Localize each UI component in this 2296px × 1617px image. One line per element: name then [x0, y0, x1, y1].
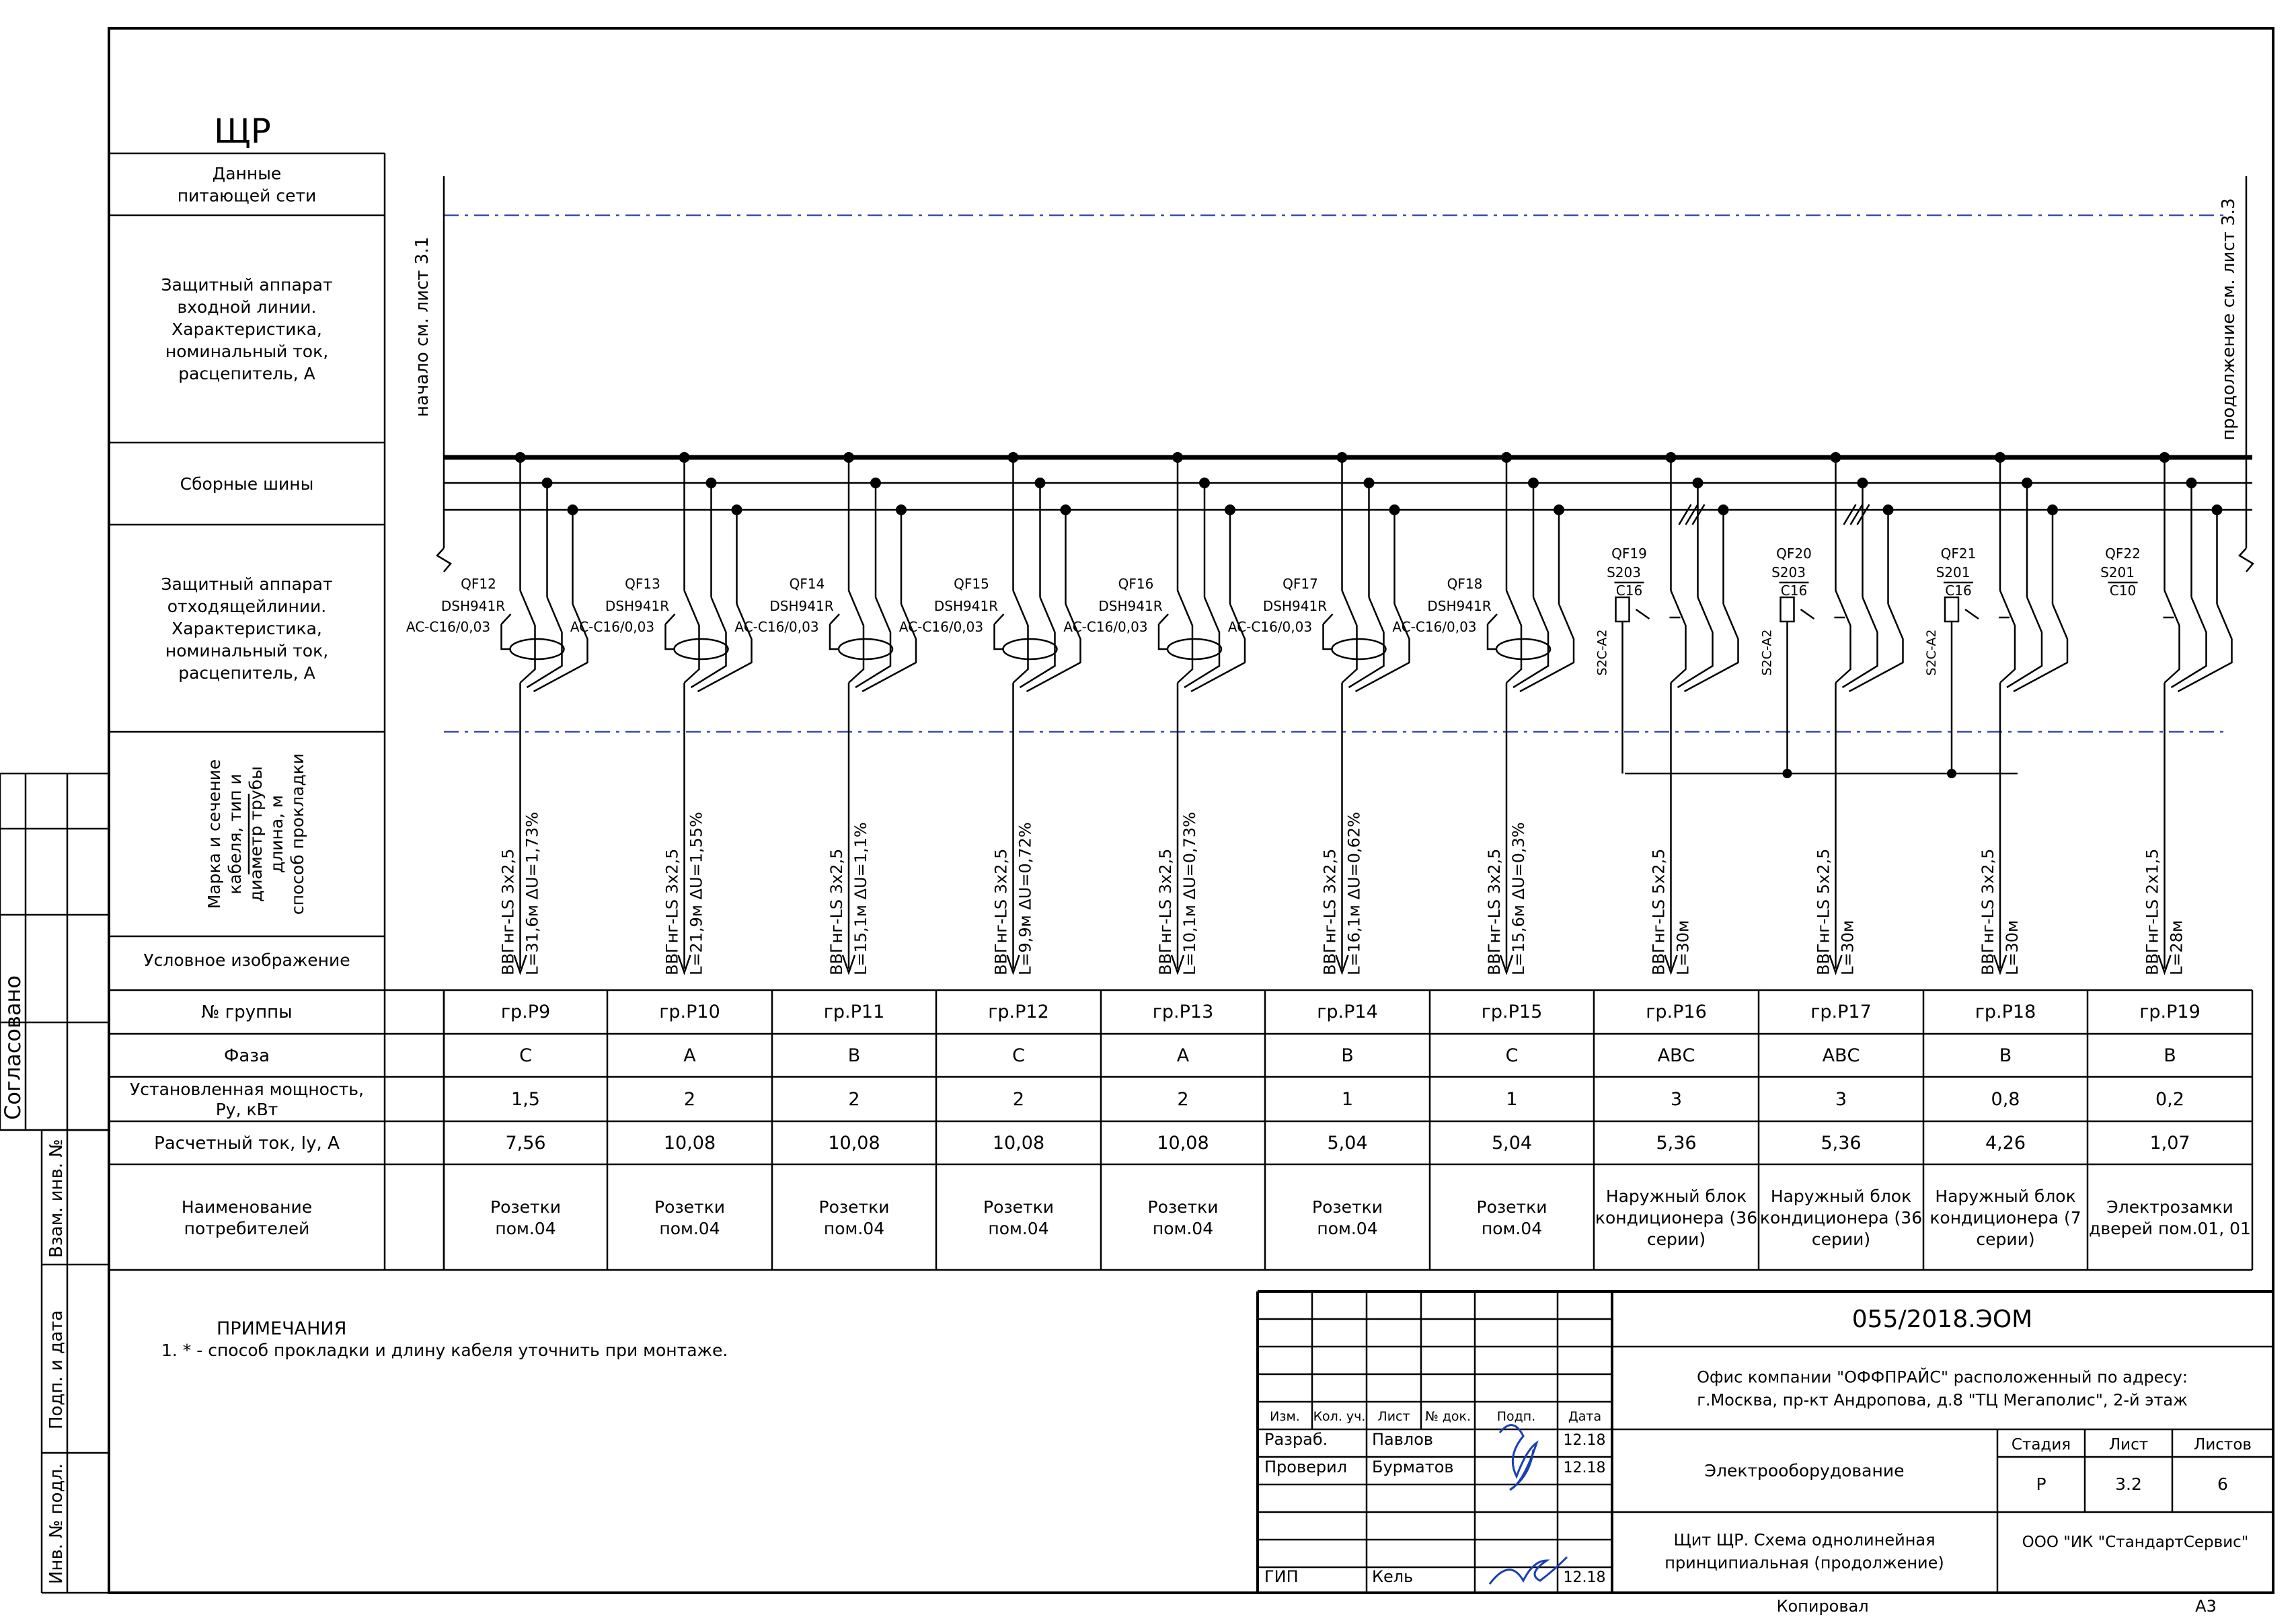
pole-hatch	[1686, 504, 1698, 525]
tb-company: ООО "ИК "СтандартСервис"	[2022, 1534, 2249, 1551]
consumer-name: серии)	[1976, 1229, 2035, 1249]
breaker-rating: C16	[1615, 582, 1643, 599]
feeder-QF12	[406, 452, 588, 975]
tb-col-header: Подп.	[1496, 1409, 1536, 1424]
tb-name: Кель	[1372, 1567, 1414, 1586]
tb-date: 12.18	[1563, 1569, 1606, 1586]
power-value: 1,5	[511, 1089, 540, 1110]
cable-length: L=30м	[1673, 919, 1693, 975]
breaker-id: QF14	[789, 576, 825, 592]
consumer-name: пом.04	[1481, 1218, 1543, 1238]
header-input-breaker: Характеристика,	[171, 319, 322, 339]
continuation-start: начало см. лист 3.1	[412, 236, 432, 417]
consumer-name: пом.04	[1317, 1218, 1378, 1238]
header-outgoing-breaker: Защитный аппарат	[161, 574, 333, 594]
rcd-toroid	[1496, 639, 1550, 659]
group-number-гр.Р16: гр.Р16	[1646, 1002, 1707, 1022]
aux-contact-label: S2C-A2	[1924, 629, 1939, 676]
breaker-rating: C16	[1780, 582, 1808, 599]
consumer-name: пом.04	[1152, 1218, 1214, 1238]
header-input-breaker: номинальный ток,	[165, 341, 329, 361]
group-number-гр.Р14: гр.Р14	[1317, 1002, 1378, 1022]
header-cable-line: диаметр трубы	[245, 766, 266, 902]
consumer-name: пом.04	[988, 1218, 1049, 1238]
contact	[685, 591, 699, 683]
breaker-id: QF17	[1283, 576, 1318, 592]
contact	[1506, 591, 1521, 683]
phase-value: АВС	[1822, 1045, 1860, 1066]
tb-stage: Р	[2036, 1474, 2046, 1494]
aux-arrow	[1801, 609, 1814, 619]
tb-sheets: 6	[2217, 1474, 2228, 1494]
header-outgoing-breaker: номинальный ток,	[165, 640, 329, 661]
cable-length: L=30м	[2003, 919, 2022, 975]
breaker-id: QF18	[1447, 576, 1483, 592]
consumer-name: Розетки	[1476, 1197, 1547, 1217]
consumer-name: пом.04	[659, 1218, 720, 1238]
consumer-name: Наружный блок	[1935, 1186, 2076, 1206]
consumer-name: кондиционера (7	[1929, 1207, 2081, 1228]
junction-dot	[1783, 769, 1792, 778]
header-cable	[204, 753, 307, 915]
header-outgoing-breaker: отходящейлинии.	[167, 596, 327, 616]
tb-role: Разраб.	[1264, 1430, 1328, 1449]
breaker-rating: AC-C16/0,03	[898, 619, 984, 635]
header-supply-data: Данные	[212, 163, 282, 184]
feeder-QF15	[899, 452, 1081, 975]
header-cable-line: Марка и сечение	[204, 759, 224, 909]
tb-sheet: 3.2	[2115, 1474, 2142, 1494]
rcd-link	[830, 614, 839, 649]
phase-value: В	[1341, 1045, 1354, 1066]
breaker-type: S203	[1607, 564, 1641, 580]
junction-dot	[1947, 769, 1956, 778]
header-busbars: Сборные шины	[180, 474, 314, 494]
consumer-name: Электрозамки	[2106, 1197, 2233, 1217]
tb-col-header: Изм.	[1270, 1409, 1300, 1424]
rcd-toroid	[1003, 639, 1057, 659]
tb-col-header: Лист	[1377, 1409, 1410, 1424]
consumer-name: пом.04	[823, 1218, 885, 1238]
break-mark	[2240, 548, 2253, 572]
feeder-QF19	[1595, 452, 1738, 975]
phase-value: С	[1505, 1045, 1519, 1066]
group-number-гр.Р18: гр.Р18	[1975, 1002, 2036, 1022]
feeder-QF13	[570, 452, 752, 975]
breaker-id: QF19	[1611, 546, 1647, 562]
cable-length: L=31,6м ΔU=1,73%	[523, 812, 542, 975]
signature-kel	[1490, 1557, 1567, 1584]
aux-contact-label: S2C-A2	[1759, 629, 1775, 676]
consumer-name: Розетки	[654, 1197, 725, 1217]
breaker-id: QF13	[625, 576, 660, 592]
current-value: 5,36	[1656, 1133, 1697, 1154]
continuation-end: продолжение см. лист 3.3	[2219, 198, 2239, 441]
consumer-name: дверей пом.01, 01	[2089, 1218, 2251, 1238]
group-number-гр.Р11: гр.Р11	[823, 1002, 885, 1022]
breaker-rating: AC-C16/0,03	[1227, 619, 1313, 635]
rcd-toroid	[675, 639, 728, 659]
breaker-type: S201	[1936, 564, 1970, 580]
cable-type: ВВГнг-LS 3х2,5	[1320, 848, 1340, 975]
group-number-гр.Р13: гр.Р13	[1152, 1002, 1214, 1022]
header-current: Расчетный ток, Iу, А	[154, 1133, 340, 1154]
group-number-гр.Р12: гр.Р12	[988, 1002, 1049, 1022]
rcd-toroid	[839, 639, 892, 659]
tb-stage-label: Стадия	[2011, 1436, 2071, 1454]
feeder-QF14	[734, 452, 916, 975]
breaker-type: DSH941R	[605, 598, 670, 614]
header-input-breaker: входной линии.	[177, 297, 317, 317]
tb-object: Офис компании "ОФФПРАЙС" расположенный по адресу:	[1697, 1367, 2188, 1387]
header-group: № группы	[201, 1002, 293, 1023]
header-input-breaker: Защитный аппарат	[161, 274, 333, 295]
current-value: 7,56	[505, 1133, 546, 1154]
power-value: 3	[1670, 1089, 1683, 1110]
rcd-toroid	[510, 639, 564, 659]
group-number-гр.Р17: гр.Р17	[1810, 1002, 1872, 1022]
current-value: 5,04	[1327, 1133, 1368, 1154]
contact	[1836, 591, 1851, 683]
left-margin-stamp	[0, 774, 109, 1593]
tb-section: Электрооборудование	[1704, 1461, 1905, 1480]
rcd-link	[502, 614, 511, 649]
tb-date: 12.18	[1563, 1460, 1606, 1476]
group-number-гр.Р15: гр.Р15	[1481, 1002, 1543, 1022]
rcd-link	[995, 614, 1004, 649]
contact	[2000, 591, 2015, 683]
break-mark	[437, 548, 451, 572]
cable-type: ВВГнг-LS 3х2,5	[991, 848, 1011, 975]
power-value: 2	[1177, 1089, 1189, 1110]
current-value: 5,04	[1491, 1133, 1533, 1154]
cable-length: L=21,9м ΔU=1,55%	[687, 812, 706, 975]
header-input-breaker: расцепитель, А	[178, 363, 315, 383]
cable-length: L=28м	[2167, 919, 2186, 975]
header-cable-line: длина, м	[266, 795, 286, 873]
tb-name: Павлов	[1372, 1430, 1434, 1449]
header-phase: Фаза	[223, 1046, 270, 1067]
tb-col-header: № док.	[1424, 1409, 1471, 1424]
tb-sheet-title: Щит ЩР. Схема однолинейная	[1673, 1530, 1936, 1550]
header-power: Ру, кВт	[215, 1099, 278, 1119]
power-value: 2	[848, 1089, 860, 1110]
sign-date-label: Подп. и дата	[46, 1310, 67, 1429]
phase-value: С	[519, 1045, 532, 1066]
tb-copied: Копировал	[1776, 1597, 1869, 1616]
cable-type: ВВГнг-LS 3х2,5	[1485, 848, 1504, 975]
breaker-id: QF20	[1776, 546, 1812, 562]
cable-length: L=15,1м ΔU=1,1%	[851, 822, 870, 975]
rcd-link	[1159, 614, 1168, 649]
tb-role: ГИП	[1264, 1567, 1299, 1586]
agreed-label: Согласовано	[0, 975, 26, 1120]
rcd-link	[1324, 614, 1333, 649]
rcd-link	[666, 614, 675, 649]
pole-hatch	[1844, 504, 1856, 525]
cable-length: L=10,1м ΔU=0,73%	[1180, 812, 1199, 975]
phase-value: А	[1176, 1045, 1190, 1066]
cable-length: L=16,1м ΔU=0,62%	[1344, 812, 1364, 975]
power-value: 1	[1506, 1089, 1518, 1110]
cable-type: ВВГнг-LS 3х2,5	[662, 848, 682, 975]
breaker-id: QF21	[1940, 546, 1977, 562]
feeder-QF18	[1392, 452, 1574, 975]
current-value: 10,08	[663, 1133, 716, 1154]
consumer-name: Розетки	[490, 1197, 561, 1217]
contact	[2165, 591, 2180, 683]
header-cable-line: способ прокладки	[287, 753, 307, 915]
aux-arrow	[1636, 609, 1650, 619]
phase-value: В	[847, 1045, 861, 1066]
tb-sheet-title: принципиальная (продолжение)	[1664, 1553, 1944, 1573]
consumer-name: кондиционера (36	[1759, 1207, 1923, 1228]
breaker-rating: AC-C16/0,03	[1063, 619, 1148, 635]
breaker-type: DSH941R	[441, 598, 506, 614]
breaker-id: QF22	[2105, 546, 2141, 562]
tb-name: Бурматов	[1372, 1458, 1454, 1476]
consumer-name: пом.04	[495, 1218, 556, 1238]
phase-value: С	[1012, 1045, 1025, 1066]
group-number-гр.Р19: гр.Р19	[2139, 1002, 2201, 1022]
breaker-rating: AC-C16/0,03	[570, 619, 655, 635]
group-number-гр.Р10: гр.Р10	[659, 1002, 720, 1022]
consumer-name: Наружный блок	[1770, 1186, 1912, 1206]
cable-type: ВВГнг-LS 3х2,5	[498, 848, 518, 975]
cable-type: ВВГнг-LS 3х2,5	[827, 848, 846, 975]
pole-hatch	[1851, 504, 1863, 525]
current-value: 10,08	[992, 1133, 1045, 1154]
contact	[1678, 597, 1713, 687]
cable-type: ВВГнг-LS 5х2,5	[1649, 848, 1669, 975]
current-value: 5,36	[1821, 1133, 1862, 1154]
current-value: 1,07	[2149, 1133, 2190, 1154]
tb-col-header: Кол. уч.	[1313, 1409, 1366, 1424]
cable-type: ВВГнг-LS 5х2,5	[1814, 848, 1833, 975]
tb-sheet-label: Лист	[2108, 1436, 2149, 1454]
current-value: 4,26	[1985, 1133, 2026, 1154]
breaker-rating: AC-C16/0,03	[734, 619, 819, 635]
cable-type: ВВГнг-LS 3х2,5	[1979, 848, 1997, 975]
breaker-id: QF15	[954, 576, 989, 592]
breaker-type: DSH941R	[1262, 598, 1328, 614]
consumer-name: кондиционера (36	[1595, 1207, 1758, 1228]
current-value: 10,08	[828, 1133, 880, 1154]
aux-contact-label: S2C-A2	[1595, 629, 1610, 676]
contact	[2172, 597, 2207, 687]
contact	[1342, 591, 1357, 683]
notes-block	[161, 1318, 728, 1360]
aux-contact	[1945, 597, 1958, 622]
phase-value: В	[2164, 1045, 2176, 1066]
breaker-rating: C16	[1945, 582, 1972, 599]
contact	[521, 591, 535, 683]
consumer-name: серии)	[1811, 1229, 1871, 1249]
panel-title: ЩР	[214, 112, 271, 151]
header-outgoing-breaker: расцепитель, А	[178, 663, 315, 683]
contact	[1843, 597, 1878, 687]
contact	[849, 591, 864, 683]
breaker-rating: AC-C16/0,03	[406, 619, 491, 635]
consumer-name: Розетки	[1147, 1197, 1219, 1217]
feeder-QF16	[1063, 452, 1245, 975]
pole-hatch	[1679, 504, 1691, 525]
single-line-diagram	[406, 176, 2253, 975]
breaker-type: DSH941R	[1098, 598, 1163, 614]
consumer-name: серии)	[1646, 1229, 1706, 1249]
breaker-type: DSH941R	[933, 598, 999, 614]
tb-doc-code: 055/2018.ЭОМ	[1851, 1306, 2033, 1333]
aux-contact	[1781, 597, 1794, 622]
consumer-name: Розетки	[818, 1197, 890, 1217]
tb-format: А3	[2195, 1597, 2217, 1616]
header-symbol: Условное изображение	[143, 950, 350, 970]
tb-col-header: Дата	[1568, 1409, 1602, 1424]
tb-object: г.Москва, пр-кт Андропова, д.8 "ТЦ Мегаполис", 2-й этаж	[1697, 1390, 2188, 1410]
breaker-type: DSH941R	[1427, 598, 1492, 614]
note-item: 1. * - способ прокладки и длину кабеля уточнить при монтаже.	[161, 1341, 728, 1360]
power-value: 0,8	[1991, 1089, 2020, 1110]
feeder-QF20	[1760, 452, 1903, 975]
power-value: 3	[1835, 1089, 1847, 1110]
cable-length: L=9,9м ΔU=0,72%	[1016, 822, 1035, 975]
breaker-rating: C10	[2109, 582, 2137, 599]
contact	[1178, 591, 1192, 683]
breaker-id: QF16	[1118, 576, 1154, 592]
group-table-cells	[130, 1002, 2251, 1249]
rcd-toroid	[1332, 639, 1386, 659]
breaker-type: S201	[2100, 564, 2135, 580]
header-outgoing-breaker: Характеристика,	[171, 618, 322, 638]
header-consumer: Наименование	[181, 1197, 313, 1217]
inv-orig-label: Инв. № подл.	[46, 1463, 67, 1584]
header-cable-line: кабеля, тип и	[225, 774, 245, 895]
cable-length: L=30м	[1838, 919, 1858, 975]
notes-title: ПРИМЕЧАНИЯ	[217, 1318, 347, 1339]
power-value: 2	[683, 1089, 696, 1110]
feeder-QF21	[1924, 452, 2067, 975]
consumer-name: Розетки	[983, 1197, 1054, 1217]
rcd-link	[1488, 614, 1497, 649]
header-supply-data: питающей сети	[177, 186, 317, 206]
phase-value: А	[683, 1045, 696, 1066]
header-consumer: потребителей	[184, 1218, 310, 1238]
power-value: 1	[1341, 1089, 1354, 1110]
cable-length: L=15,6м ΔU=0,3%	[1509, 822, 1528, 975]
breaker-type: DSH941R	[769, 598, 834, 614]
contact	[1671, 591, 1686, 683]
feeder-QF17	[1228, 452, 1410, 975]
phase-value: В	[1999, 1045, 2012, 1066]
aux-arrow	[1965, 609, 1979, 619]
rcd-toroid	[1168, 639, 1221, 659]
tb-date: 12.18	[1563, 1432, 1606, 1449]
breaker-id: QF12	[461, 576, 496, 592]
group-number-гр.Р9: гр.Р9	[500, 1002, 551, 1022]
feeder-QF22	[2100, 452, 2231, 975]
title-block	[1258, 1291, 2273, 1616]
cable-type: ВВГнг-LS 2х1,5	[2143, 848, 2162, 975]
phase-value: АВС	[1657, 1045, 1695, 1066]
power-value: 0,2	[2155, 1089, 2184, 1110]
tb-role: Проверил	[1264, 1458, 1348, 1476]
contact	[2007, 597, 2042, 687]
consumer-name: Розетки	[1312, 1197, 1383, 1217]
breaker-rating: AC-C16/0,03	[1392, 619, 1477, 635]
power-value: 2	[1012, 1089, 1025, 1110]
consumer-name: Наружный блок	[1605, 1186, 1747, 1206]
current-value: 10,08	[1157, 1133, 1209, 1154]
cable-type: ВВГнг-LS 3х2,5	[1156, 848, 1175, 975]
contact	[1013, 591, 1028, 683]
tb-sheets-label: Листов	[2194, 1436, 2252, 1454]
header-power: Установленная мощность,	[130, 1079, 364, 1099]
aux-contact	[1616, 597, 1630, 622]
breaker-type: S203	[1771, 564, 1806, 580]
inv-repl-label: Взам. инв. №	[46, 1139, 67, 1258]
